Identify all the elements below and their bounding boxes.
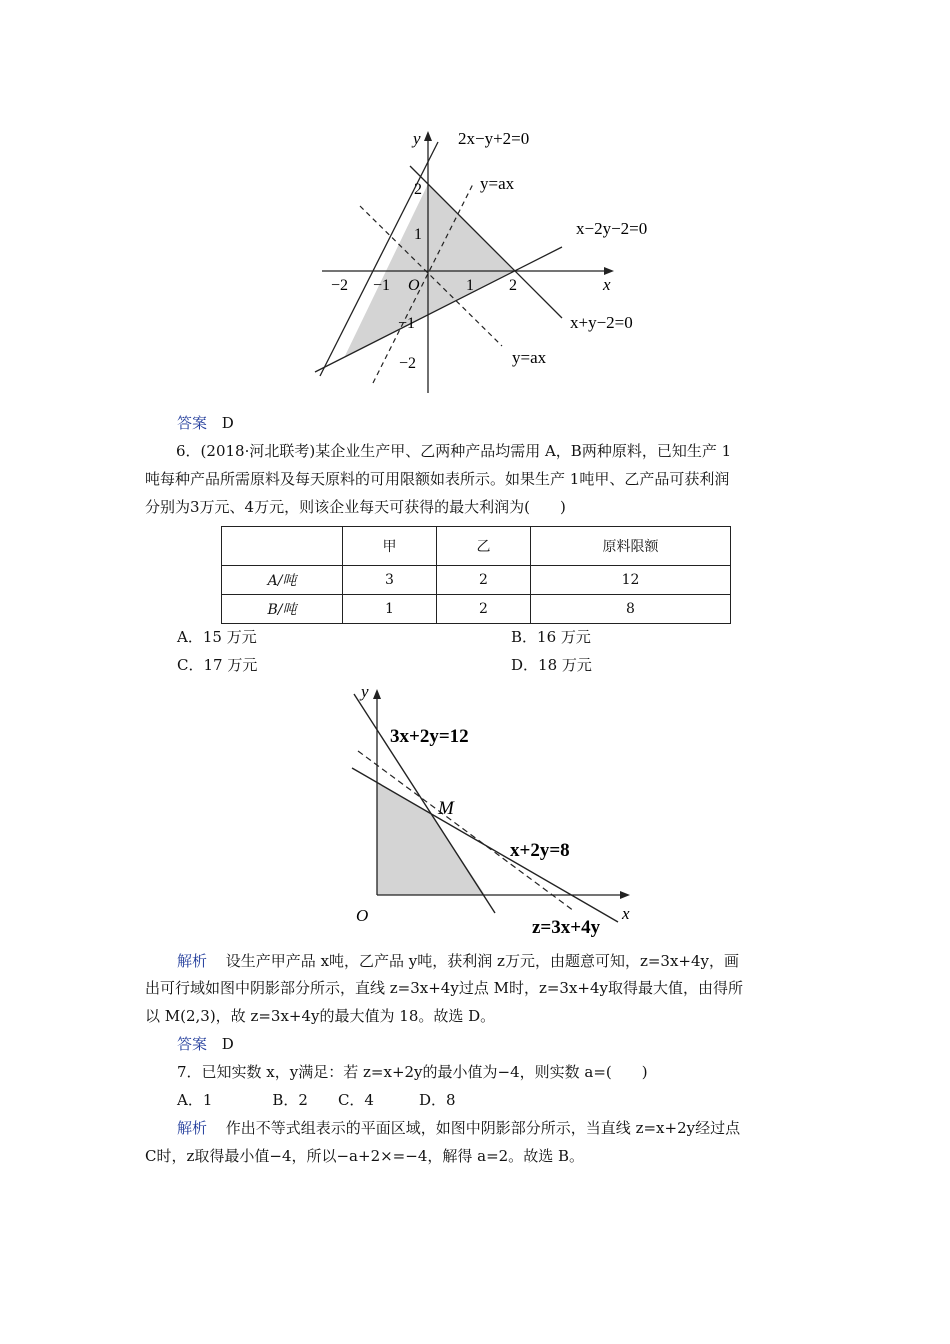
option-a: A．15 万元 (177, 628, 257, 646)
solution-7-line-1 (177, 1118, 740, 1138)
table-cell: 2 (437, 566, 531, 595)
y-axis-label-2: y (361, 682, 369, 701)
tick-x-2: 2 (509, 277, 517, 294)
solution-7-line-2: C时，z取得最小值−4，所以−a+2×=−4，解得 a=2。故选 B。 (145, 1147, 584, 1165)
tick-y-2: 2 (414, 181, 422, 198)
question-6-line-3: 分别为3万元、4万元，则该企业每天可获得的最大利润为( ) (145, 498, 566, 516)
solution-6-line-1 (177, 951, 739, 971)
solution-7-label: 解析 (177, 1119, 208, 1137)
question-7-options: A．1 B．2 C．4 D．8 (177, 1091, 456, 1109)
tick-y-neg1: −1 (398, 315, 416, 332)
table-row (222, 595, 731, 624)
solution-6-text-1: 设生产甲产品 x吨，乙产品 y吨，获利润 z万元，由题意可知，z=3x+4y，画 (225, 952, 740, 970)
answer-6-value: D (221, 1035, 234, 1053)
table-row (222, 566, 731, 595)
table-header-row (222, 527, 731, 566)
table-cell: A/吨 (222, 566, 343, 595)
table-cell: B/吨 (222, 595, 343, 624)
label-line-3x+2y-12: 3x+2y=12 (390, 726, 469, 747)
raw-material-table (221, 526, 731, 624)
x-axis-label-1: x (603, 275, 611, 294)
origin-label-2: O (356, 906, 369, 925)
answer-5 (177, 413, 234, 433)
y-axis-arrow-2 (373, 689, 381, 699)
solution-6-line-3: 以 M(2,3)，故 z=3x+4y的最大值为 18。故选 D。 (145, 1007, 496, 1025)
solution-6-line-2: 出可行域如图中阴影部分所示，直线 z=3x+4y过点 M时，z=3x+4y取得最大值，由得所 (145, 979, 744, 997)
x-axis-arrow-1 (604, 267, 614, 275)
x-axis-label-2: x (622, 904, 630, 923)
table-header-cell (222, 527, 343, 566)
label-line-x+y-2: x+y−2=0 (570, 313, 633, 332)
question-7-line-1: 7．已知实数 x，y满足：若 z=x+2y的最小值为−4，则实数 a=( ) (177, 1063, 648, 1081)
tick-x-neg2: −2 (331, 277, 349, 294)
y-axis-label-1: y (413, 129, 421, 148)
label-line-2x-y+2: 2x−y+2=0 (458, 129, 530, 148)
question-6-line-1: 6．(2018·河北联考)某企业生产甲、乙两种产品均需用 A，B两种原料，已知生产 1 (176, 442, 732, 460)
answer-5-value: D (221, 414, 234, 432)
option-c: C．17 万元 (177, 656, 258, 674)
label-line-x-2y-2: x−2y−2=0 (576, 219, 648, 238)
label-dash-lower: y=ax (512, 348, 547, 367)
question-6-line-2: 吨每种产品所需原料及每天原料的可用限额如表所示。如果生产 1吨甲、乙产品可获利润 (145, 470, 730, 488)
tick-y-neg2: −2 (399, 355, 417, 372)
table-header-cell: 乙 (437, 527, 531, 566)
option-d: D．18 万元 (511, 656, 592, 674)
x-axis-arrow-2 (620, 891, 630, 899)
label-dash-upper: y=ax (480, 174, 515, 193)
label-line-x+2y-8: x+2y=8 (510, 840, 570, 861)
answer-6-label: 答案 (177, 1035, 208, 1053)
figure-2-feasible-region (340, 680, 660, 940)
table-cell: 12 (531, 566, 731, 595)
tick-x-neg1: −1 (373, 277, 391, 294)
table-cell: 2 (437, 595, 531, 624)
origin-label-1: O (408, 277, 420, 294)
answer-5-label: 答案 (177, 414, 208, 432)
option-b: B．16 万元 (511, 628, 591, 646)
figure-1-feasible-region (300, 118, 680, 403)
tick-y-1: 1 (414, 226, 422, 243)
point-m-label: M (438, 798, 454, 819)
solution-7-text-1: 作出不等式组表示的平面区域，如图中阴影部分所示，当直线 z=x+2y经过点 (225, 1119, 741, 1137)
table-header-cell: 原料限额 (531, 527, 731, 566)
table-cell: 3 (343, 566, 437, 595)
solution-6-label: 解析 (177, 952, 208, 970)
table-header-cell: 甲 (343, 527, 437, 566)
table-cell: 1 (343, 595, 437, 624)
answer-6 (177, 1034, 234, 1054)
shaded-region-2 (377, 782, 485, 895)
tick-x-1: 1 (466, 277, 474, 294)
table-cell: 8 (531, 595, 731, 624)
label-line-z: z=3x+4y (532, 917, 601, 938)
y-axis-arrow-1 (424, 131, 432, 141)
